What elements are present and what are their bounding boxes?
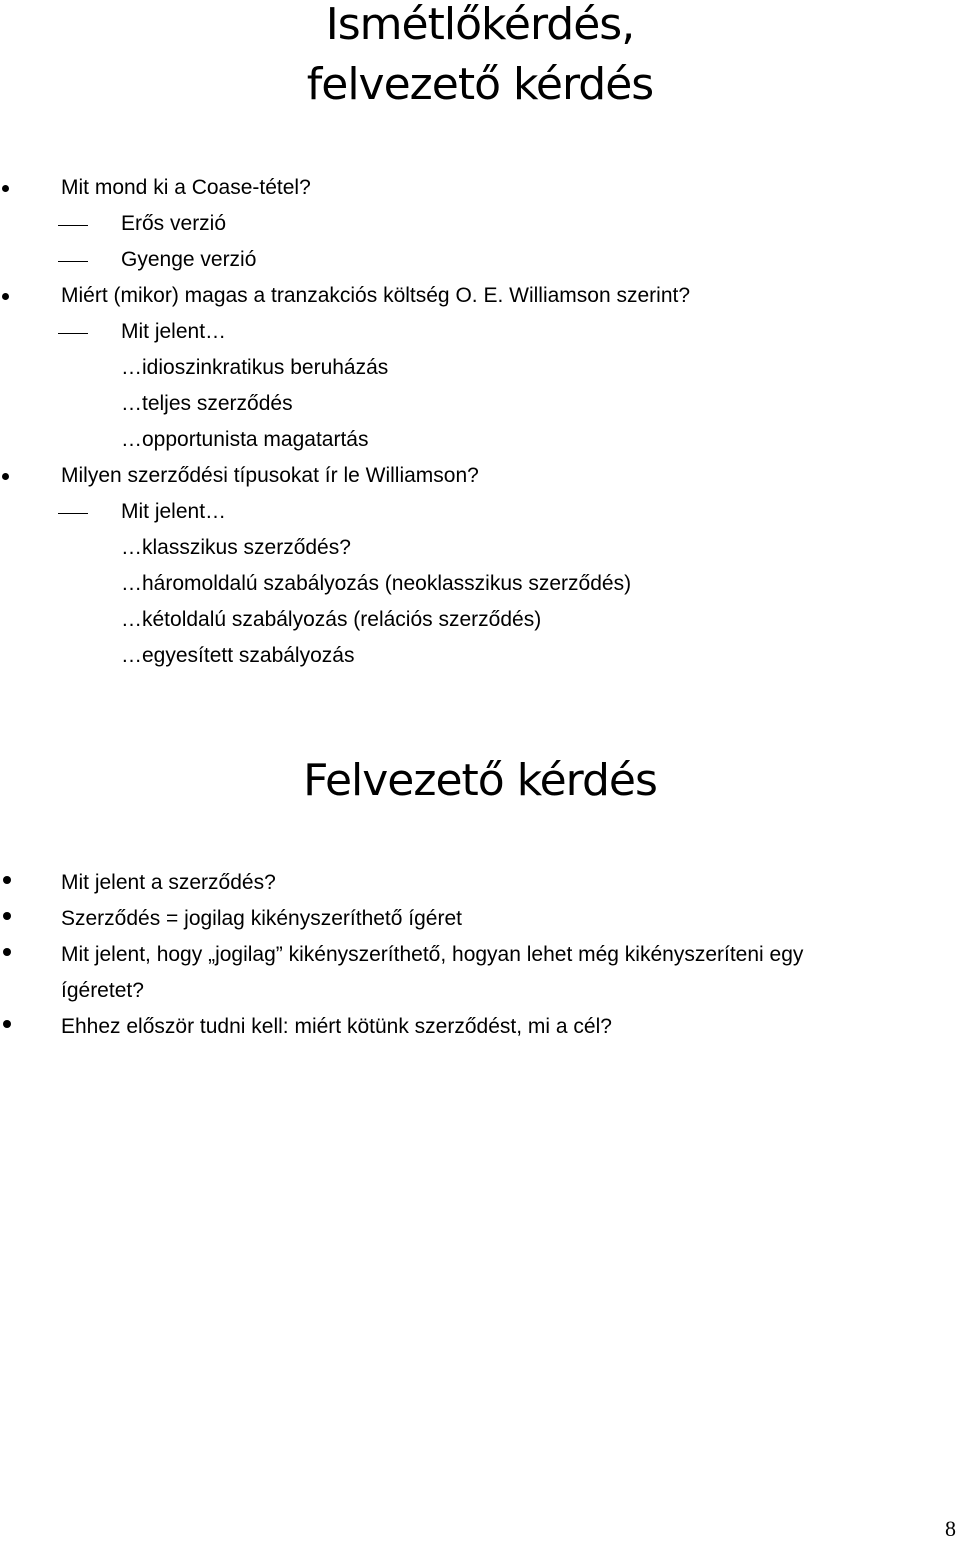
sub-list-item: Mit jelent… bbox=[121, 500, 227, 523]
dash-marker bbox=[58, 261, 88, 262]
bullet-dot bbox=[3, 912, 11, 920]
sub-sub-list-item: …kétoldalú szabályozás (relációs szerződés) bbox=[121, 608, 542, 631]
bullet-dot bbox=[2, 185, 9, 192]
sub-sub-list-item: …háromoldalú szabályozás (neoklasszikus szerződés) bbox=[121, 572, 632, 595]
list-item: Ehhez először tudni kell: miért kötünk szerződést, mi a cél? bbox=[61, 1015, 612, 1038]
slide2-title: Felvezető kérdés bbox=[303, 755, 657, 806]
sub-sub-list-item: …egyesített szabályozás bbox=[121, 644, 355, 667]
list-item: Mit jelent, hogy „jogilag” kikényszeríthető, hogyan lehet még kikényszeríteni egy bbox=[61, 943, 804, 966]
bullet-dot bbox=[2, 473, 9, 480]
list-item: Milyen szerződési típusokat ír le Williamson? bbox=[61, 464, 479, 487]
bullet-dot bbox=[3, 1020, 11, 1028]
page-number: 8 bbox=[945, 1516, 956, 1541]
sub-sub-list-item: …opportunista magatartás bbox=[121, 428, 369, 451]
list-item: Miért (mikor) magas a tranzakciós költség O. E. Williamson szerint? bbox=[61, 284, 691, 307]
list-item: Szerződés = jogilag kikényszeríthető ígéret bbox=[61, 907, 462, 930]
dash-marker bbox=[58, 333, 88, 334]
list-item: Mit jelent a szerződés? bbox=[61, 871, 276, 894]
list-item: Mit mond ki a Coase-tétel? bbox=[61, 176, 311, 199]
slide1-title-line1: Ismétlőkérdés, bbox=[325, 0, 635, 50]
sub-list-item: Gyenge verzió bbox=[121, 248, 257, 271]
sub-sub-list-item: …idioszinkratikus beruházás bbox=[121, 356, 389, 379]
sub-list-item: Mit jelent… bbox=[121, 320, 227, 343]
sub-sub-list-item: …teljes szerződés bbox=[121, 392, 293, 415]
bullet-dot bbox=[3, 876, 11, 884]
bullet-dot bbox=[3, 948, 11, 956]
bullet-dot bbox=[2, 293, 9, 300]
sub-list-item: Erős verzió bbox=[121, 212, 227, 235]
dash-marker bbox=[58, 225, 88, 226]
slide1-title-line2: felvezető kérdés bbox=[306, 59, 654, 110]
sub-sub-list-item: …klasszikus szerződés? bbox=[121, 536, 351, 559]
list-item-continuation: ígéretet? bbox=[61, 979, 144, 1002]
dash-marker bbox=[58, 513, 88, 514]
